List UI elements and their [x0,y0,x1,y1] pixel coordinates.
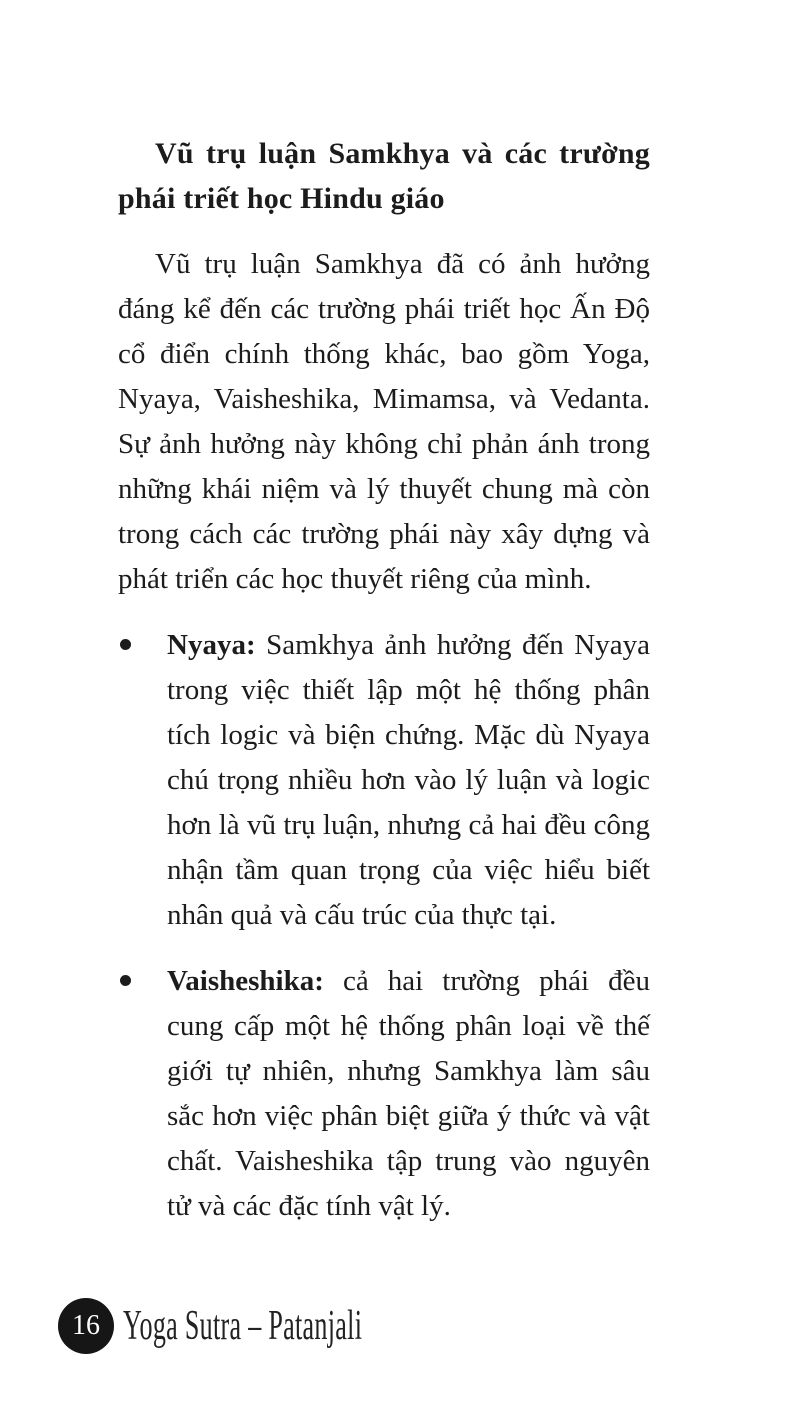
list-item-term: Vaisheshika: [167,965,324,997]
list-item-text: Samkhya ảnh hưởng đến Nyaya trong việc thiết lập một hệ thống phân tích logic và biện chứng. Mặc dù Nyaya chú trọng nhiều hơn vào lý luận và logic hơn là vũ trụ luận, nhưng cả hai đều công nhận tầm quan trọng của việc hiểu biết nhân quả và cấu trúc của thực tại. [167,629,650,931]
page-number: 16 [72,1310,100,1341]
page-number-badge [58,1298,114,1354]
page-footer [58,1297,509,1355]
intro-paragraph: Vũ trụ luận Samkhya đã có ảnh hưởng đáng kể đến các trường phái triết học Ấn Độ cổ điển chính thống khác, bao gồm Yoga, Nyaya, Vaisheshika, Mimamsa, và Vedanta. Sự ảnh hưởng này không chỉ phản ánh trong những khái niệm và lý thuyết chung mà còn trong cách các trường phái này xây dựng và phát triển các học thuyết riêng của mình. [118,248,650,595]
list-item-text: cả hai trường phái đều cung cấp một hệ thống phân loại về thế giới tự nhiên, nhưng Samkhya làm sâu sắc hơn việc phân biệt giữa ý thức và vật chất. Vaisheshika tập trung vào nguyên tử và các đặc tính vật lý. [167,965,650,1222]
list-item-term: Nyaya: [167,629,256,661]
book-title: Yoga Sutra – Patanjali [123,1303,363,1349]
bullet-icon [120,975,131,986]
page-content [118,131,650,1229]
list-item [118,623,650,938]
bullet-icon [120,639,131,650]
philosophy-schools-list [118,623,650,1229]
list-item [118,959,650,1229]
section-heading: Vũ trụ luận Samkhya và các trường phái triết học Hindu giáo [118,137,650,215]
